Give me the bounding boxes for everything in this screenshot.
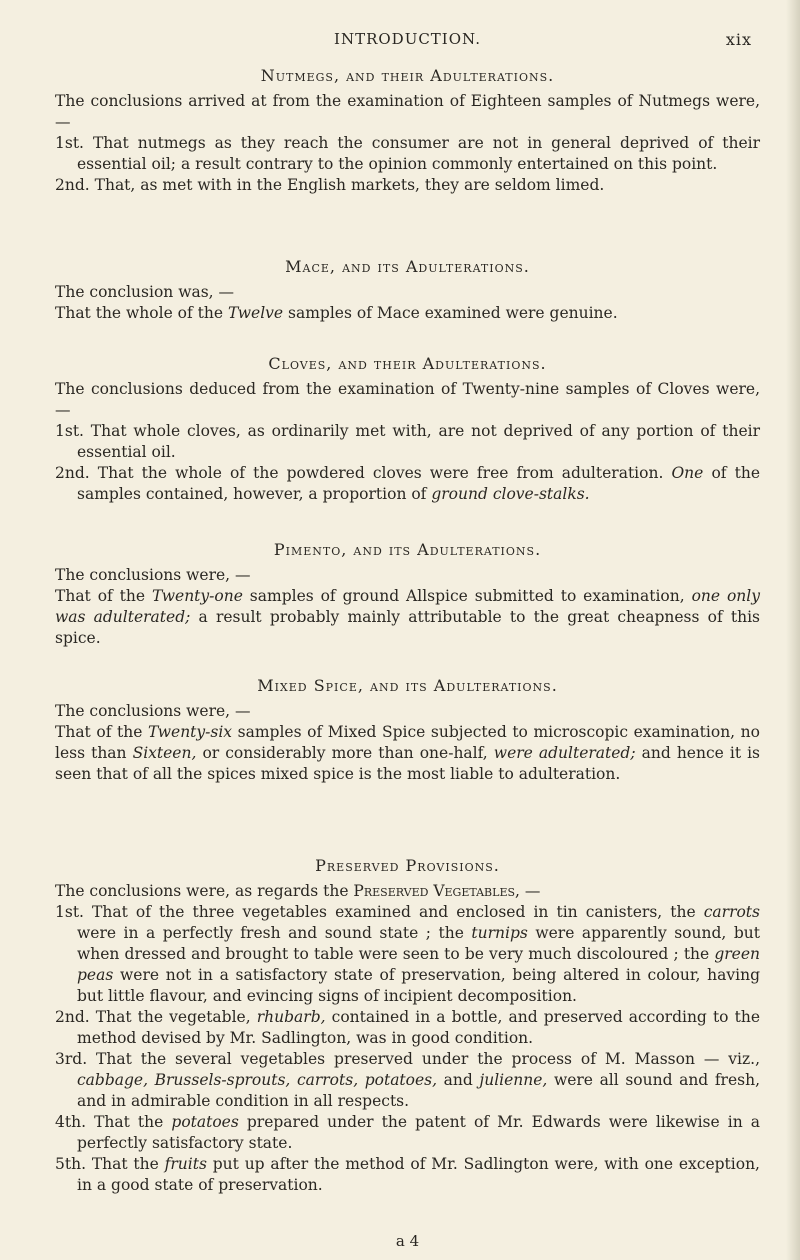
paragraph: The conclusion was, — [55, 283, 235, 301]
paragraph: The conclusions were, as regards the Preserved Vegetables, — [55, 882, 541, 900]
page-edge [786, 0, 800, 1260]
list-item: 1st. That nutmegs as they reach the consumer are not in general deprived of their essential oil; a result contrary to the opinion commonly entertained on this point. [55, 134, 760, 173]
list-item: 2nd. That, as met with in the English markets, they are seldom limed. [55, 176, 605, 194]
section-heading: Mixed Spice, and its Adulterations. [257, 676, 558, 695]
section-nutmegs [55, 66, 760, 196]
list-item: 2nd. That the whole of the powdered cloves were free from adulteration. One of the samples contained, however, a proportion of ground clove-stalks. [55, 464, 760, 503]
paragraph: The conclusions arrived at from the examination of Eighteen samples of Nutmegs were, — [55, 92, 760, 131]
page-number: xix [725, 30, 752, 49]
list-item: 1st. That of the three vegetables examined and enclosed in tin canisters, the carrots were in a perfectly fresh and sound state ; the turnips were apparently sound, but when dressed and brought to table were seen to be very much discoloured ; the green peas were not in a satisfactory state of preservation, being altered in colour, having but little flavour, and evincing signs of incipient decomposition. [55, 903, 760, 1005]
list-item: 1st. That whole cloves, as ordinarily met with, are not deprived of any portion of their essential oil. [55, 422, 760, 461]
page [55, 0, 760, 1260]
section-heading: Nutmegs, and their Adulterations. [260, 66, 555, 85]
signature-mark: a 4 [395, 1232, 420, 1250]
section-mixed-spice [55, 676, 760, 785]
paragraph: The conclusions were, — [55, 566, 251, 584]
list-item: 3rd. That the several vegetables preserved under the process of M. Masson — viz., cabbage, Brussels-sprouts, carrots, potatoes, and julienne, were all sound and fresh, and in admirable condition in all respects. [55, 1050, 761, 1110]
section-pimento [55, 540, 760, 649]
paragraph: That of the Twenty-one samples of ground Allspice submitted to examination, one only was adulterated; a result probably mainly attributable to the great cheapness of this spice. [55, 587, 760, 647]
list-item: 2nd. That the vegetable, rhubarb, contained in a bottle, and preserved according to the method devised by Mr. Sadlington, was in good condition. [55, 1008, 760, 1047]
running-head [55, 30, 760, 54]
section-heading: Pimento, and its Adulterations. [273, 540, 542, 559]
list-item: 4th. That the potatoes prepared under the patent of Mr. Edwards were likewise in a perfectly satisfactory state. [55, 1113, 760, 1152]
section-cloves [55, 354, 760, 505]
paragraph: That the whole of the Twelve samples of Mace examined were genuine. [55, 304, 618, 322]
list-item: 5th. That the fruits put up after the method of Mr. Sadlington were, with one exception, in a good state of preservation. [55, 1155, 760, 1194]
section-mace [55, 257, 760, 324]
paragraph: The conclusions were, — [55, 702, 251, 720]
section-heading: Preserved Provisions. [315, 856, 500, 875]
running-title: INTRODUCTION. [334, 30, 481, 48]
paragraph: That of the Twenty-six samples of Mixed Spice subjected to microscopic examination, no less than Sixteen, or considerably more than one-half, were adulterated; and hence it is seen that of all the spices mixed spice is the most liable to adulteration. [55, 723, 761, 783]
section-heading: Cloves, and their Adulterations. [268, 354, 547, 373]
paragraph: The conclusions deduced from the examination of Twenty-nine samples of Cloves were, — [55, 380, 760, 419]
section-preserved-provisions [55, 856, 760, 1196]
section-heading: Mace, and its Adulterations. [285, 257, 530, 276]
